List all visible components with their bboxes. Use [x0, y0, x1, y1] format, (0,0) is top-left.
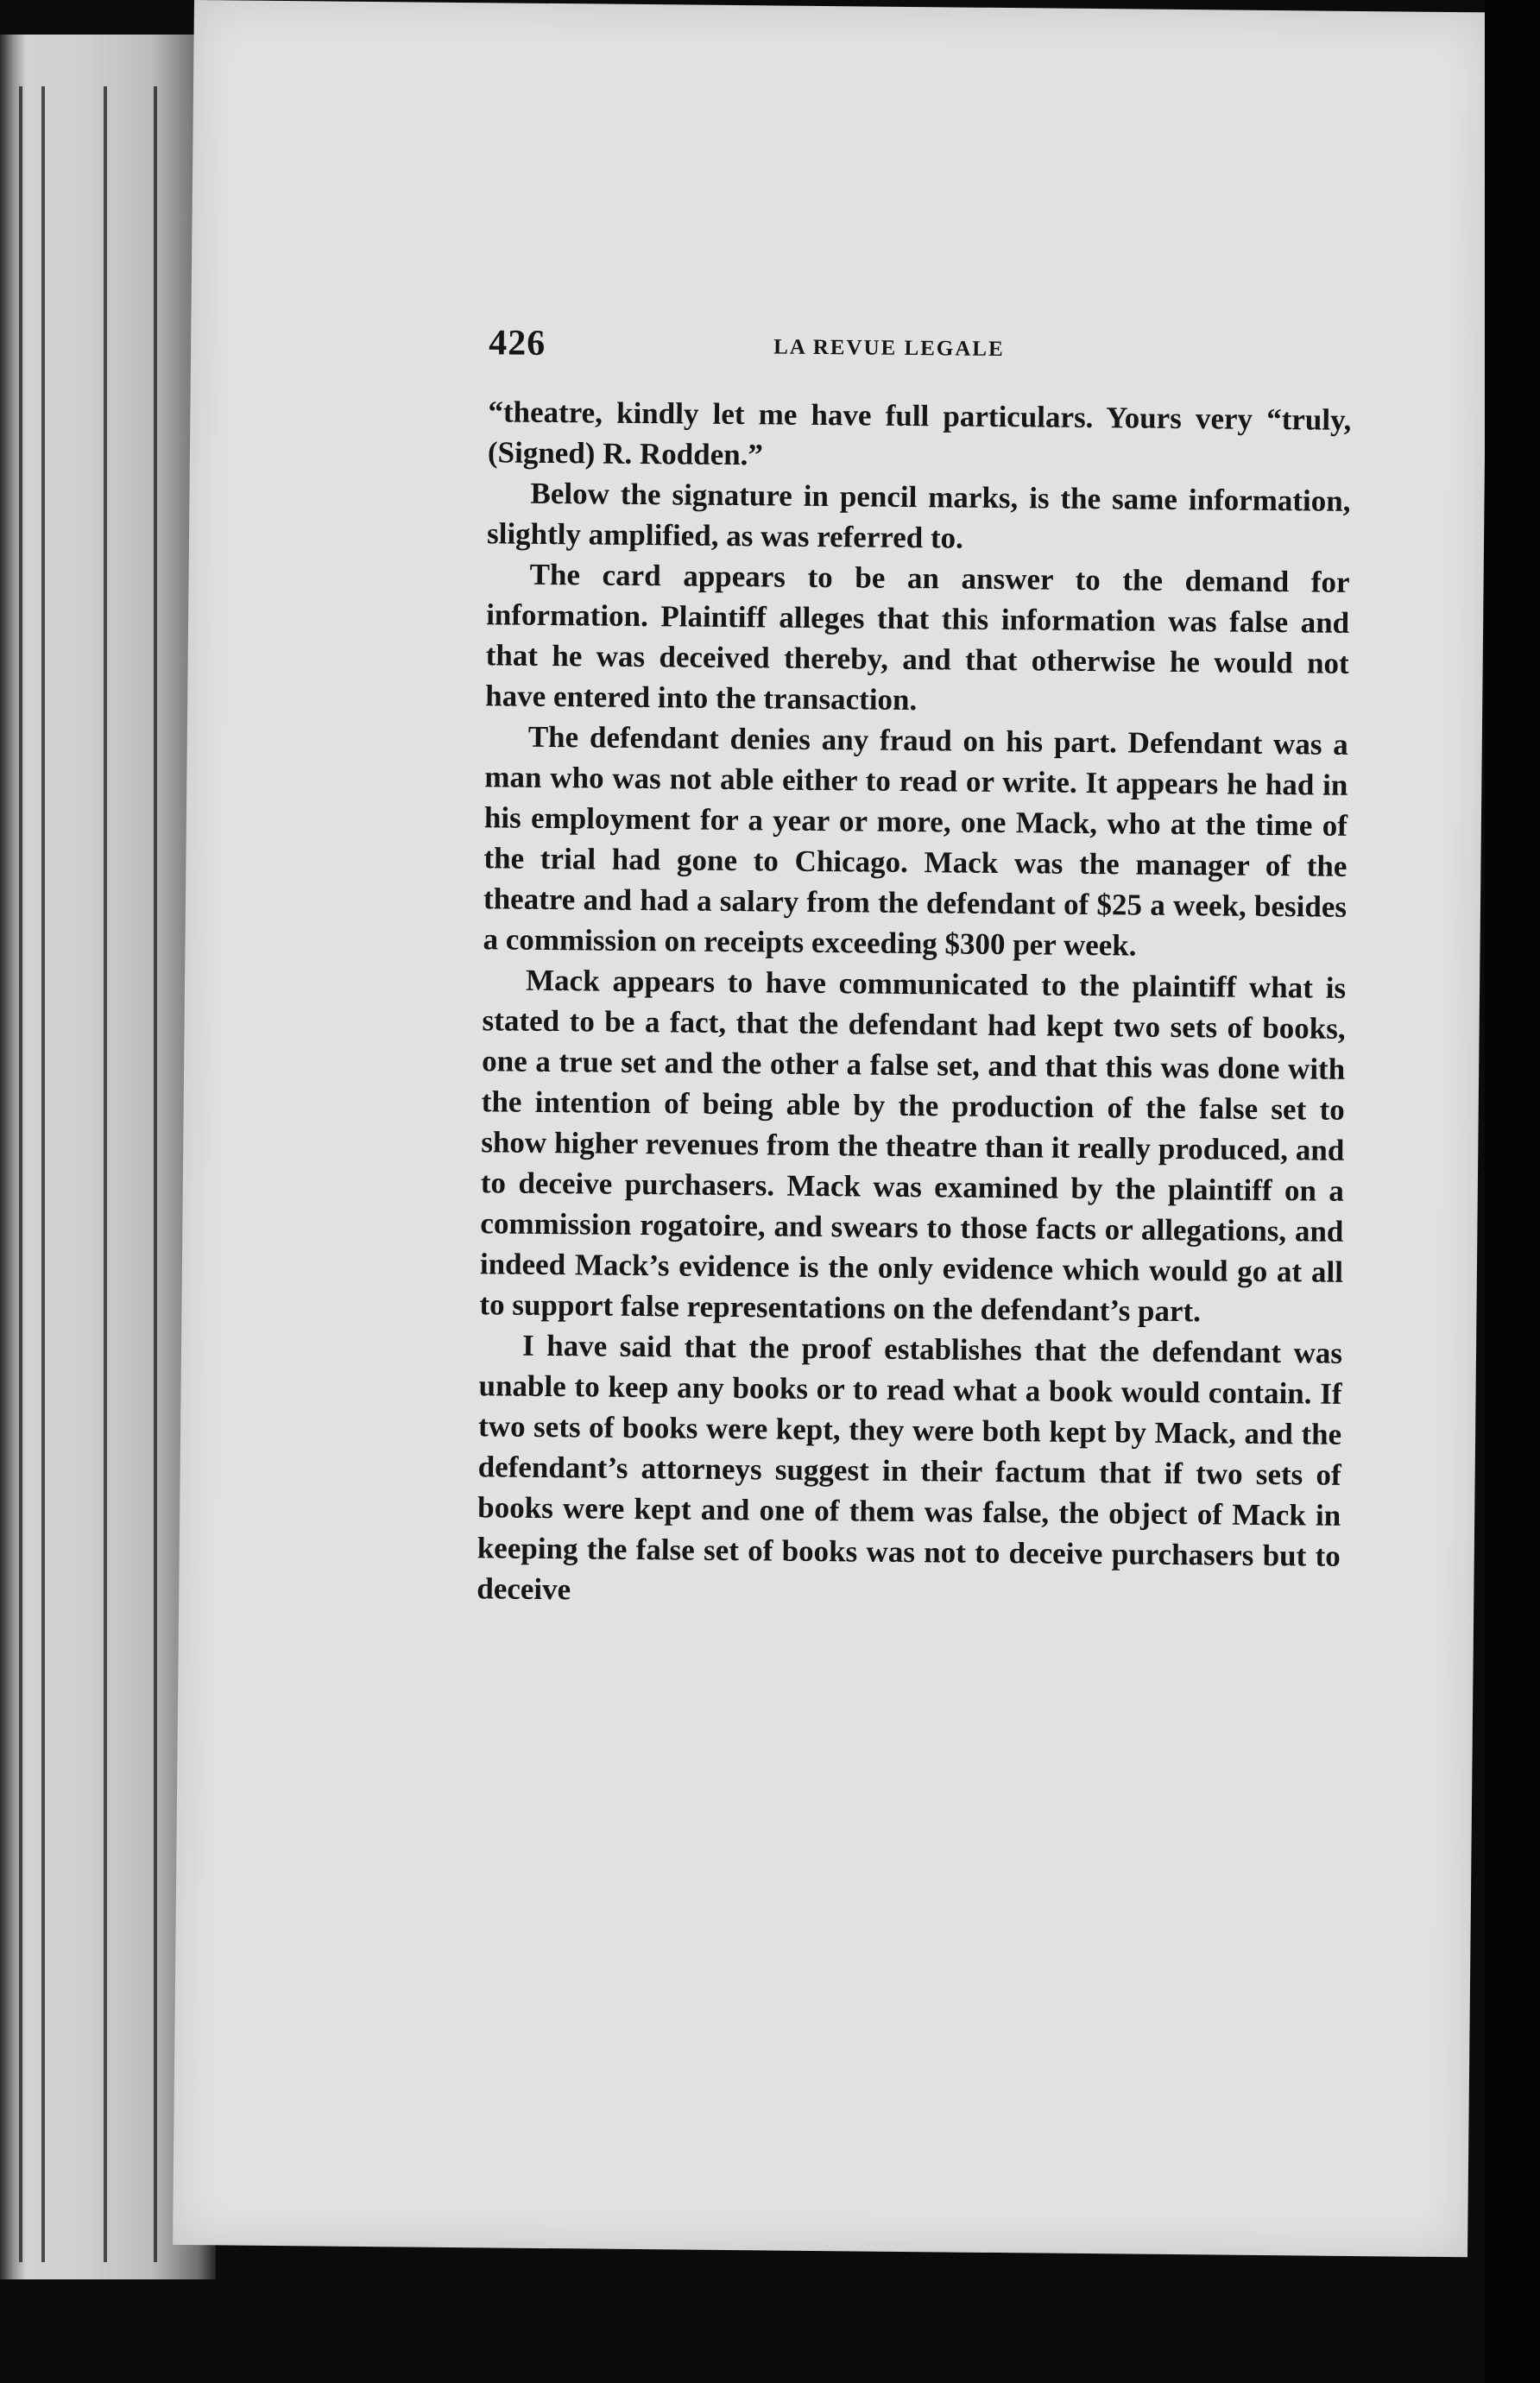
paragraph: The card appears to be an answer to the demand for information. Plaintiff alleges that this information was false and that he was deceived thereby, and that otherwise he would not have entered into the transaction.: [485, 557, 1350, 717]
page-edge-line: [19, 86, 22, 2262]
running-head: [489, 322, 1353, 400]
paragraph: I have said that the proof establishes that the defendant was unable to keep any books or to read what a book would contain. If two sets of books were kept, they were both kept by Mack, and the defendant’s attorneys suggest in their factum that if two sets of books were kept and one of them was false, the object of Mack in keeping the false set of books was not to deceive purchasers but to deceive: [477, 1328, 1343, 1607]
journal-title: LA REVUE LEGALE: [773, 335, 1005, 362]
page-text-block: [477, 322, 1352, 1617]
paragraph: The defendant denies any fraud on his part. Defendant was a man who was not able either to read or write. It appears he had in his employment for a year or more, one Mack, who at the time of the trial had gone to Chicago. Mack was the manager of the theatre and had a salary from the defendant of $25 a week, besides a commission on receipts exceeding $300 per week.: [483, 719, 1348, 963]
paragraph: Below the signature in pencil marks, is the same information, slightly amplified, as was referred to.: [486, 476, 1351, 555]
page-edge-line: [41, 86, 45, 2262]
scan-right-border: [1485, 0, 1540, 2383]
paragraph: Mack appears to have communicated to the plaintiff what is stated to be a fact, that the defendant had kept two sets of books, one a true set and the other a false set, and that this was done with the intention of being able by the production of the false set to show higher revenues from the theatre than it really produced, and to deceive purchasers. Mack was examined by the plaintiff on a commission rogatoire, and swears to those facts or allegations, and indeed Mack’s evidence is the only evidence which would go at all to support false representations on the defendant’s part.: [479, 963, 1347, 1329]
page-edge-line: [154, 86, 157, 2262]
page-number: 426: [488, 323, 546, 363]
page-edge-line: [104, 86, 107, 2262]
book-page: [173, 0, 1489, 2257]
paragraph: “theatre, kindly let me have full particulars. Yours very “truly, (Signed) R. Rodden.”: [487, 395, 1352, 472]
